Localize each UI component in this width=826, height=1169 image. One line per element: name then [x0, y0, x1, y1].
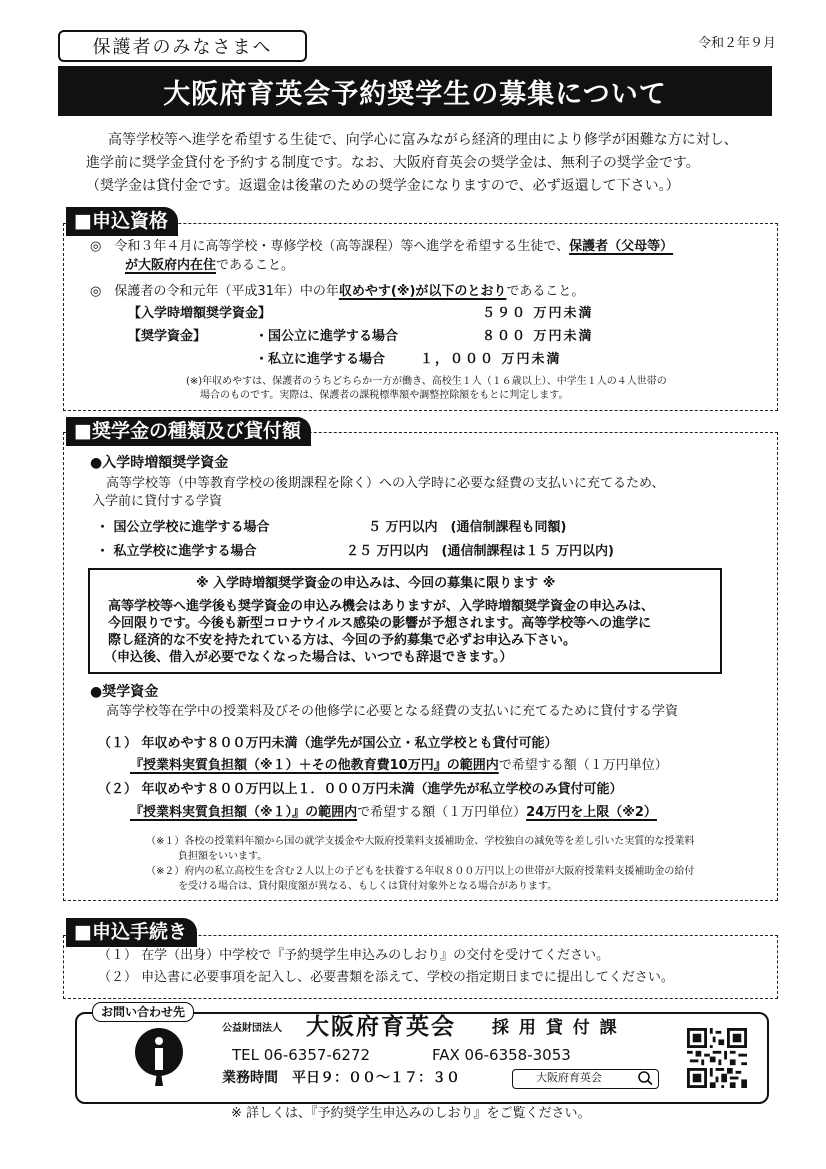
- org-name: 大阪府育英会: [306, 1014, 456, 1040]
- intro-line-1: 高等学校等へ進学を希望する生徒で、向学心に富みながら経済的理由により修学が困難な方に対し、: [108, 132, 738, 148]
- entrance-limit-label: 【入学時増額奨学資金】: [128, 306, 272, 321]
- footnote-1b: 負担額をいいます。: [178, 851, 268, 862]
- entrance-public-value: ５ 万円以内 (通信制課程も同額): [368, 520, 567, 535]
- intro-line-2: 進学前に奨学金貸付を予約する制度です。なお、大阪府育英会の奨学金は、無利子の奨学金です。: [86, 155, 700, 171]
- notice-title: ※ 入学時増額奨学資金の申込みは、今回の募集に限ります ※: [196, 576, 556, 591]
- footnote-2a: （※２）府内の私立高校生を含む２人以上の子どもを扶養する年収８００万円以上の世帯が大阪府授業料支援補助金の給付: [146, 866, 695, 877]
- notice-line-1: 高等学校等へ進学後も奨学資金の申込み機会はありますが、入学時増額奨学資金の申込みは、: [108, 599, 655, 614]
- eligibility-note-2: 場合のものです。実際は、保護者の課税標準額や調整控除額をもとに判定します。: [200, 390, 569, 401]
- notice-line-4: （申込後、借入が必要でなくなった場合は、いつでも辞退できます。）: [104, 650, 513, 665]
- private-school-label: ・私立に進学する場合: [255, 352, 386, 367]
- case-2-body: 『授業料実質負担額（※１）』の範囲内で希望する額（１万円単位）24万円を上限（※2）: [130, 805, 657, 820]
- private-school-limit: １，０００ 万円未満: [420, 352, 562, 367]
- eligibility-note-1: (※)年収めやすは、保護者のうちどちらか一方が働き、高校生１人（１６歳以上）、中学生１人の４人世帯の: [186, 376, 667, 387]
- case-2-heading: （２） 年収めやす８００万円以上１．０００万円未満（進学先が私立学校のみ貸付可能）: [98, 782, 623, 797]
- entrance-desc-2: 入学前に貸付する学資: [92, 494, 223, 509]
- org-prefix: 公益財団法人: [222, 1023, 282, 1034]
- fax-number: FAX 06-6358-3053: [432, 1046, 571, 1064]
- business-hours: 業務時間 平日９：００〜１７：３０: [222, 1070, 460, 1086]
- page-title: 大阪府育英会予約奨学生の募集について: [58, 66, 772, 116]
- eligibility-item-1: ◎ 令和３年４月に高等学校・専修学校（高等課程）等へ進学を希望する生徒で、保護者（父母等）: [90, 239, 674, 254]
- scholarship-heading: ●奨学資金: [90, 684, 159, 700]
- entrance-desc-1: 高等学校等（中等教育学校の後期課程を除く）への入学時に必要な経費の支払いに充てるため、: [106, 476, 665, 491]
- eligibility-heading: ■申込資格: [66, 207, 178, 236]
- scholarship-limit-label: 【奨学資金】: [128, 329, 207, 344]
- search-icon: [636, 1070, 654, 1086]
- entrance-public-label: ・ 国公立学校に進学する場合: [96, 520, 270, 535]
- entrance-heading: ●入学時増額奨学資金: [90, 455, 229, 471]
- loan-types-heading: ■奨学金の種類及び貸付額: [66, 417, 311, 446]
- eligibility-item-1-cont: が大阪府内在住であること。: [125, 258, 295, 273]
- procedure-step-2: （２） 申込書に必要事項を記入し、必要書類を添えて、学校の指定期日までに提出してください。: [98, 970, 674, 985]
- entrance-private-label: ・ 私立学校に進学する場合: [96, 544, 257, 559]
- procedure-heading: ■申込手続き: [66, 918, 197, 947]
- public-school-label: ・国公立に進学する場合: [255, 329, 399, 344]
- case-1-heading: （１） 年収めやす８００万円未満（進学先が国公立・私立学校とも貸付可能）: [98, 736, 558, 751]
- recipient-label: 保護者のみなさまへ: [58, 30, 307, 62]
- footnote-2b: を受ける場合は、貸付限度額が異なる、もしくは貸付対象外となる場合があります。: [178, 881, 558, 892]
- issue-date: 令和２年９月: [698, 36, 777, 51]
- public-school-limit: ８００ 万円未満: [482, 329, 594, 344]
- procedure-step-1: （１） 在学（出身）中学校で『予約奨学生申込みのしおり』の交付を受けてください。: [98, 948, 610, 963]
- case-1-body: 『授業料実質負担額（※１）＋その他教育費10万円』の範囲内で希望する額（１万円単位）: [130, 758, 668, 773]
- footnote-1a: （※１）各校の授業料年額から国の就学支援金や大阪府授業料支援補助金、学校独自の減免等を差し引いた実質的な授業料: [146, 836, 695, 847]
- notice-line-2: 今回限りです。今後も新型コロナウイルス感染の影響が予想されます。高等学校等への進学に: [108, 616, 652, 631]
- search-text: 大阪府育英会: [536, 1071, 602, 1084]
- tel-number: TEL 06-6357-6272: [232, 1046, 371, 1064]
- entrance-private-value: ２５ 万円以内 (通信制課程は１５ 万円以内): [346, 544, 614, 559]
- info-icon: [133, 1026, 185, 1088]
- contact-tag: お問い合わせ先: [92, 1002, 194, 1022]
- eligibility-item-2: ◎ 保護者の令和元年（平成31年）中の年収めやす(※)が以下のとおりであること。: [90, 284, 585, 299]
- entrance-limit-value: ５９０ 万円未満: [482, 306, 594, 321]
- department: 採 用 貸 付 課: [492, 1018, 619, 1038]
- intro-line-3: （奨学金は貸付金です。返還金は後輩のための奨学金になりますので、必ず返還して下さい。）: [86, 178, 680, 194]
- footer-note: ※ 詳しくは、『予約奨学生申込みのしおり』をご覧ください。: [231, 1106, 591, 1121]
- scholarship-desc: 高等学校等在学中の授業料及びその他修学に必要となる経費の支払いに充てるために貸付する学資: [106, 704, 679, 719]
- notice-line-3: 際し経済的な不安を持たれている方は、今回の予約募集で必ずお申込み下さい。: [108, 633, 577, 648]
- qr-code-icon: [687, 1028, 747, 1088]
